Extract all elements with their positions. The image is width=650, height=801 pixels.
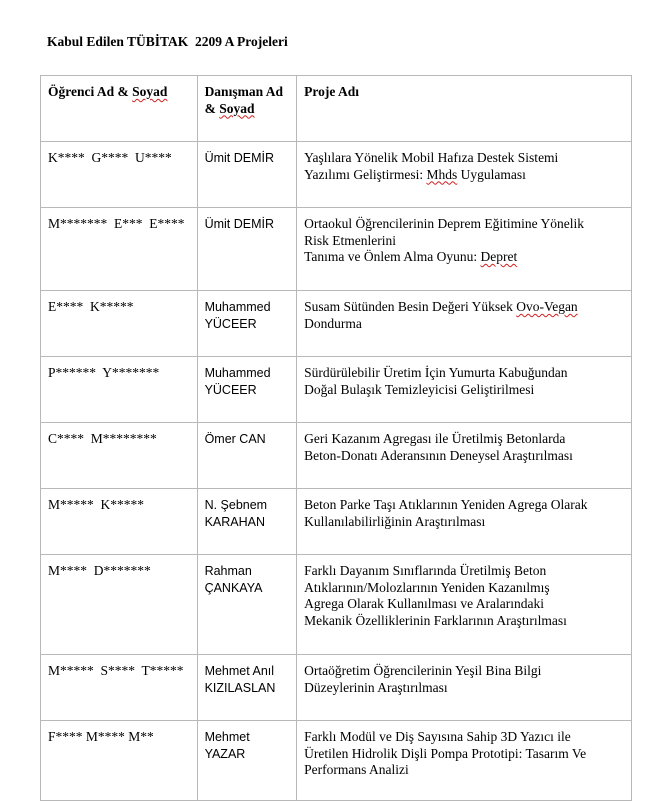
header-student: Öğrenci Ad & Soyad bbox=[41, 76, 198, 142]
advisor-cell bbox=[197, 291, 297, 357]
advisor-name-line: Muhammed bbox=[204, 300, 271, 314]
project-title-line: Beton-Donatı Aderansının Deneysel Araştırılması bbox=[304, 447, 573, 463]
project-title-cell bbox=[297, 489, 632, 555]
project-title-cell bbox=[297, 655, 632, 721]
projects-table bbox=[40, 75, 632, 801]
table-row bbox=[41, 489, 632, 555]
table-header-row bbox=[41, 76, 632, 142]
advisor-name-line: YAZAR bbox=[204, 746, 246, 761]
advisor-name-line: YÜCEER bbox=[204, 316, 257, 331]
student-name-cell: F**** M**** M** bbox=[41, 721, 198, 801]
student-name-cell: M***** K***** bbox=[41, 489, 198, 555]
advisor-cell bbox=[197, 142, 297, 208]
project-title-cell bbox=[297, 423, 632, 489]
table-row bbox=[41, 555, 632, 655]
table-row bbox=[41, 721, 632, 801]
student-name-cell: M**** D******* bbox=[41, 555, 198, 655]
document-title: Kabul Edilen TÜBİTAK 2209 A Projeleri bbox=[47, 34, 288, 49]
project-title-line: Dondurma bbox=[304, 315, 362, 331]
header-advisor-line1: Danışman Ad bbox=[204, 84, 283, 99]
table-row bbox=[41, 357, 632, 423]
project-title-line: Ortaokul Öğrencilerinin Deprem Eğitimine Yönelik bbox=[304, 216, 585, 231]
table-row bbox=[41, 655, 632, 721]
project-title-line: Susam Sütünden Besin Değeri Yüksek Ovo-Vegan bbox=[304, 299, 578, 314]
advisor-name-line: Mehmet bbox=[204, 730, 250, 744]
project-title-line: Doğal Bulaşık Temizleyicisi Geliştirilmesi bbox=[304, 381, 535, 397]
project-title-cell bbox=[297, 208, 632, 291]
project-title-line: Üretilen Hidrolik Dişli Pompa Prototipi: Tasarım Ve bbox=[304, 745, 587, 761]
project-title-line: Düzeylerinin Araştırılması bbox=[304, 679, 448, 695]
header-project: Proje Adı bbox=[297, 76, 632, 142]
advisor-name-line: Ümit DEMİR bbox=[204, 151, 275, 165]
table-row bbox=[41, 208, 632, 291]
project-title-cell bbox=[297, 555, 632, 655]
header-student-soyad: Soyad bbox=[132, 84, 168, 99]
spellcheck-underline: Ovo-Vegan bbox=[516, 299, 578, 314]
advisor-cell bbox=[197, 208, 297, 291]
student-name-cell: K**** G**** U**** bbox=[41, 142, 198, 208]
project-title-line: Yazılımı Geliştirmesi: Mhds Uygulaması bbox=[304, 166, 526, 182]
project-title-cell bbox=[297, 142, 632, 208]
advisor-name-line: YÜCEER bbox=[204, 382, 257, 397]
advisor-cell bbox=[197, 423, 297, 489]
project-title-line: Geri Kazanım Agregası ile Üretilmiş Betonlarda bbox=[304, 431, 566, 446]
project-title-line: Tanıma ve Önlem Alma Oyunu: Depret bbox=[304, 249, 518, 264]
spellcheck-underline: Depret bbox=[480, 249, 518, 264]
project-title-cell bbox=[297, 357, 632, 423]
project-title-line: Atıklarının/Molozlarının Yeniden Kazanılmış bbox=[304, 579, 550, 595]
advisor-name-line: KIZILASLAN bbox=[204, 680, 276, 695]
table-row bbox=[41, 423, 632, 489]
advisor-cell bbox=[197, 655, 297, 721]
project-title-line: Ortaöğretim Öğrencilerinin Yeşil Bina Bilgi bbox=[304, 663, 542, 678]
header-advisor bbox=[197, 76, 297, 142]
student-name-cell: M******* E*** E**** bbox=[41, 208, 198, 291]
advisor-cell bbox=[197, 721, 297, 801]
project-title-line: Kullanılabilirliğinin Araştırılması bbox=[304, 513, 486, 529]
project-title-cell bbox=[297, 291, 632, 357]
advisor-name-line: Ümit DEMİR bbox=[204, 217, 275, 231]
table-row bbox=[41, 142, 632, 208]
project-title-line: Farklı Modül ve Diş Sayısına Sahip 3D Yazıcı ile bbox=[304, 729, 571, 744]
project-title-line: Agrega Olarak Kullanılması ve Aralarındaki bbox=[304, 596, 545, 611]
advisor-name-line: N. Şebnem bbox=[204, 498, 268, 512]
header-advisor-line2: & Soyad bbox=[204, 100, 255, 116]
project-title-line: Risk Etmenlerini bbox=[304, 232, 396, 248]
advisor-cell bbox=[197, 357, 297, 423]
student-name-cell: E**** K***** bbox=[41, 291, 198, 357]
advisor-name-line: Rahman bbox=[204, 564, 252, 578]
advisor-name-line: Mehmet Anıl bbox=[204, 664, 275, 678]
spellcheck-underline: Mhds bbox=[426, 166, 458, 182]
project-title-line: Yaşlılara Yönelik Mobil Hafıza Destek Sistemi bbox=[304, 150, 559, 165]
student-name-cell: P****** Y******* bbox=[41, 357, 198, 423]
advisor-cell bbox=[197, 555, 297, 655]
student-name-cell: M***** S**** T***** bbox=[41, 655, 198, 721]
student-name-cell: C**** M******** bbox=[41, 423, 198, 489]
advisor-name-line: Ömer CAN bbox=[204, 432, 266, 446]
advisor-name-line: Muhammed bbox=[204, 366, 271, 380]
project-title-line: Farklı Dayanım Sınıflarında Üretilmiş Beton bbox=[304, 563, 547, 578]
advisor-name-line: KARAHAN bbox=[204, 514, 265, 529]
project-title-line: Beton Parke Taşı Atıklarının Yeniden Agrega Olarak bbox=[304, 497, 588, 512]
advisor-name-line: ÇANKAYA bbox=[204, 580, 263, 595]
project-title-line: Sürdürülebilir Üretim İçin Yumurta Kabuğundan bbox=[304, 365, 568, 380]
project-title-line: Mekanik Özelliklerinin Farklarının Araştırılması bbox=[304, 612, 567, 628]
table-row bbox=[41, 291, 632, 357]
advisor-cell bbox=[197, 489, 297, 555]
project-title-line: Performans Analizi bbox=[304, 762, 409, 777]
project-title-cell bbox=[297, 721, 632, 801]
